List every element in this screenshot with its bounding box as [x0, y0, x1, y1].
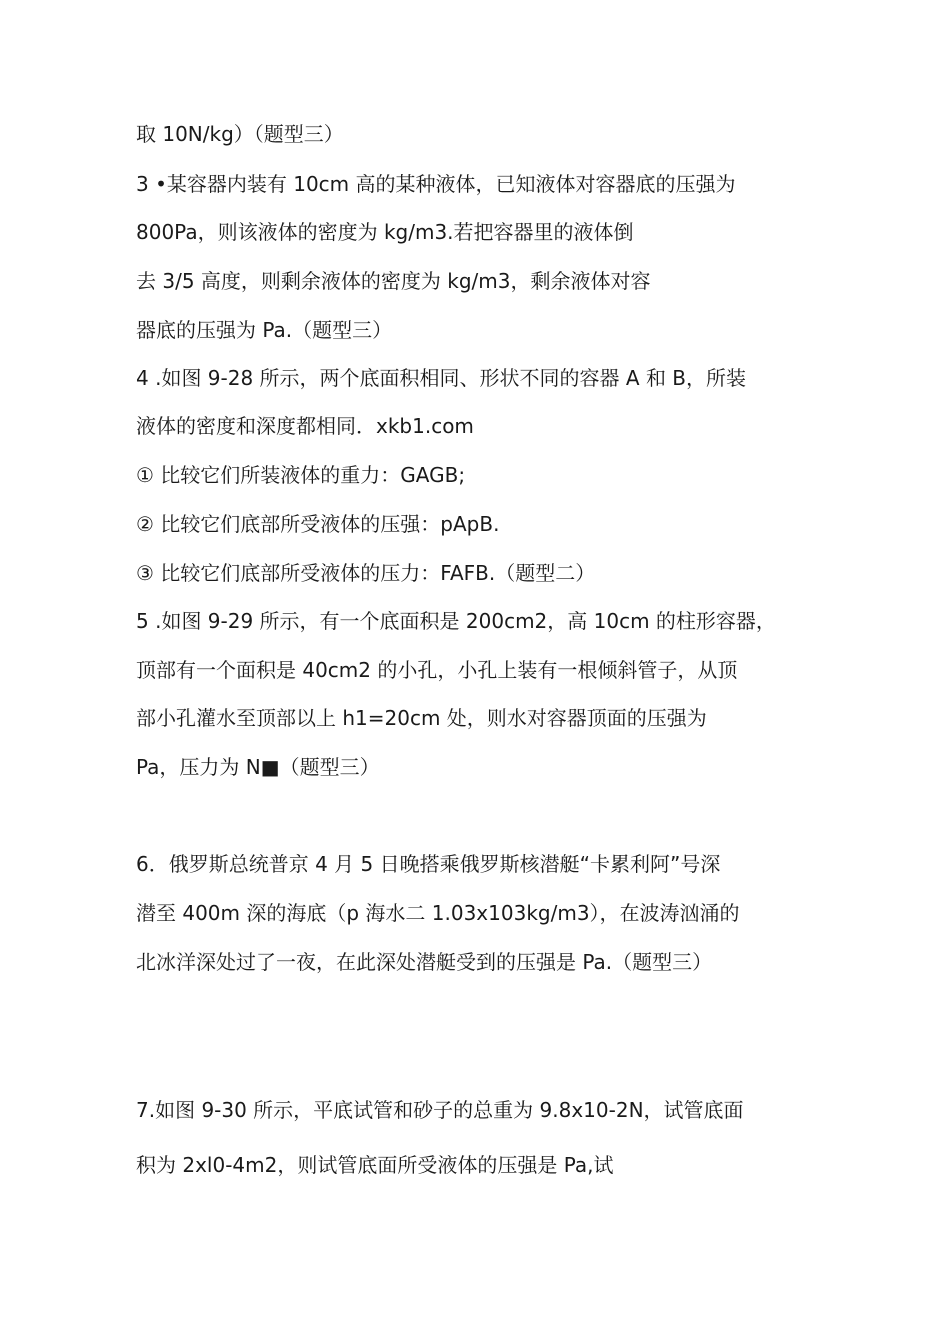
question-5-line-1: 5 .如图 9-29 所示，有一个底面积是 200cm2，高 10cm 的柱形容器，: [136, 609, 776, 633]
question-6-line-1: 6．俄罗斯总统普京 4 月 5 日晚搭乘俄罗斯核潜艇“卡累利阿”号深: [136, 852, 721, 876]
question-4-item-3: ③ 比较它们底部所受液体的压力：FAFB.（题型二）: [136, 561, 596, 585]
question-4-item-1: ① 比较它们所装液体的重力：GAGB;: [136, 463, 466, 487]
question-4-line-2: 液体的密度和深度都相同．xkb1.com: [136, 414, 474, 438]
text-line-1: 取 10N/kg）（题型三）: [136, 122, 344, 146]
question-4-item-2: ② 比较它们底部所受液体的压强：pApB.: [136, 512, 500, 536]
question-5-line-3: 部小孔灌水至顶部以上 h1=20cm 处，则水对容器顶面的压强为: [136, 706, 707, 730]
question-7-line-1: 7.如图 9-30 所示，平底试管和砂子的总重为 9.8x10-2N，试管底面: [136, 1098, 744, 1122]
question-3-line-4: 器底的压强为 Pa.（题型三）: [136, 318, 393, 342]
question-4-line-1: 4 .如图 9-28 所示，两个底面积相同、形状不同的容器 A 和 B，所装: [136, 366, 747, 390]
question-3-line-1: 3 •某容器内装有 10cm 高的某种液体，已知液体对容器底的压强为: [136, 172, 736, 196]
question-6-line-2: 潜至 400m 深的海底（p 海水二 1.03x103kg/m3），在波涛汹涌的: [136, 901, 740, 925]
question-5-line-4: Pa，压力为 N■（题型三）: [136, 755, 380, 779]
question-5-line-2: 顶部有一个面积是 40cm2 的小孔，小孔上装有一根倾斜管子，从顶: [136, 658, 738, 682]
question-3-line-2: 800Pa，则该液体的密度为 kg/m3.若把容器里的液体倒: [136, 220, 634, 244]
question-7-line-2: 积为 2xl0-4m2，则试管底面所受液体的压强是 Pa,试: [136, 1153, 614, 1177]
question-6-line-3: 北冰洋深处过了一夜，在此深处潜艇受到的压强是 Pa.（题型三）: [136, 950, 713, 974]
question-3-line-3: 去 3/5 高度，则剩余液体的密度为 kg/m3，剩余液体对容: [136, 269, 651, 293]
